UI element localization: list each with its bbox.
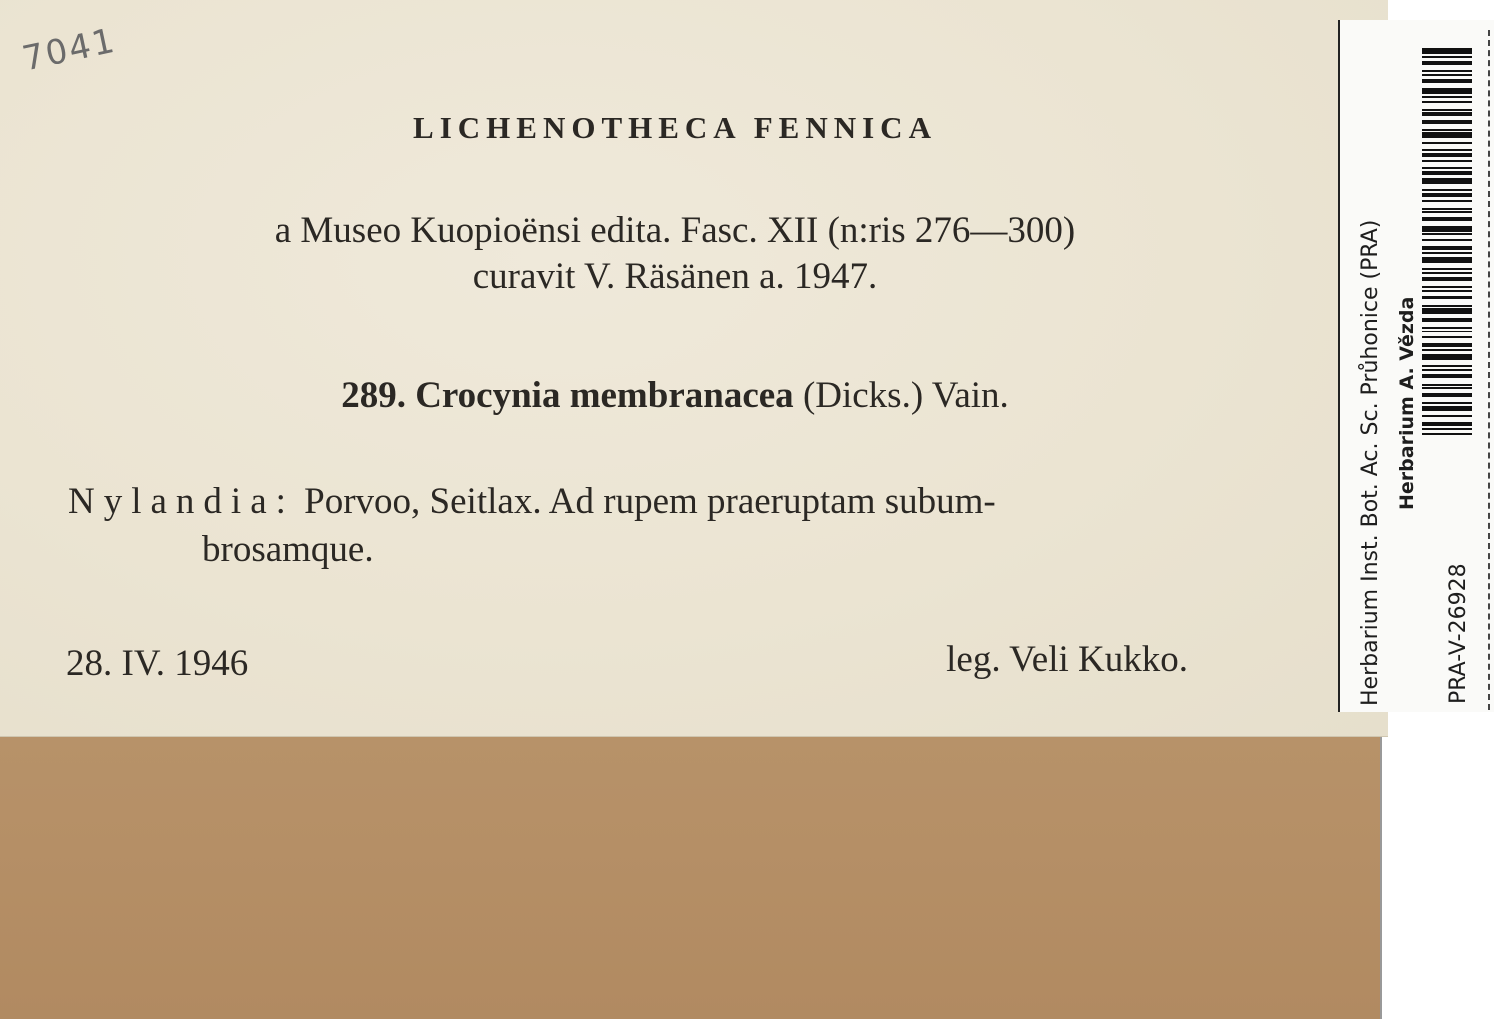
locality-continuation: brosamque. <box>202 529 374 570</box>
edition-line-1: a Museo Kuopioënsi edita. Fasc. XII (n:ris 276—300) <box>274 210 1076 251</box>
herbarium-name: Herbarium A. Vězda <box>1396 296 1418 510</box>
barcode-gap <box>1422 435 1472 440</box>
locality-region: Nylandia: <box>68 481 295 522</box>
label-title: LICHENOTHECA FENNICA <box>413 110 937 145</box>
envelope-edge <box>1370 736 1382 1019</box>
species-number: 289. <box>341 375 406 416</box>
species-authority: (Dicks.) Vain. <box>802 375 1009 416</box>
envelope-background <box>0 736 1380 1019</box>
handwritten-number: 7041 <box>18 20 120 80</box>
institution-name: Herbarium Inst. Bot. Ac. Sc. Průhonice (PRA) <box>1358 219 1383 706</box>
edition-line-2: curavit V. Räsänen a. 1947. <box>472 256 878 297</box>
barcode <box>1422 48 1472 440</box>
locality-text: Porvoo, Seitlax. Ad rupem praeruptam subum- <box>304 481 996 522</box>
collector: leg. Veli Kukko. <box>946 639 1188 680</box>
locality <box>68 478 1298 574</box>
sticker-cut-line <box>1488 30 1490 710</box>
edition-info <box>0 208 1350 300</box>
species-line <box>0 374 1350 417</box>
catalog-number: PRA-V-26928 <box>1446 563 1471 704</box>
collection-date: 28. IV. 1946 <box>66 643 249 684</box>
species-name: Crocynia membranacea <box>415 375 794 416</box>
